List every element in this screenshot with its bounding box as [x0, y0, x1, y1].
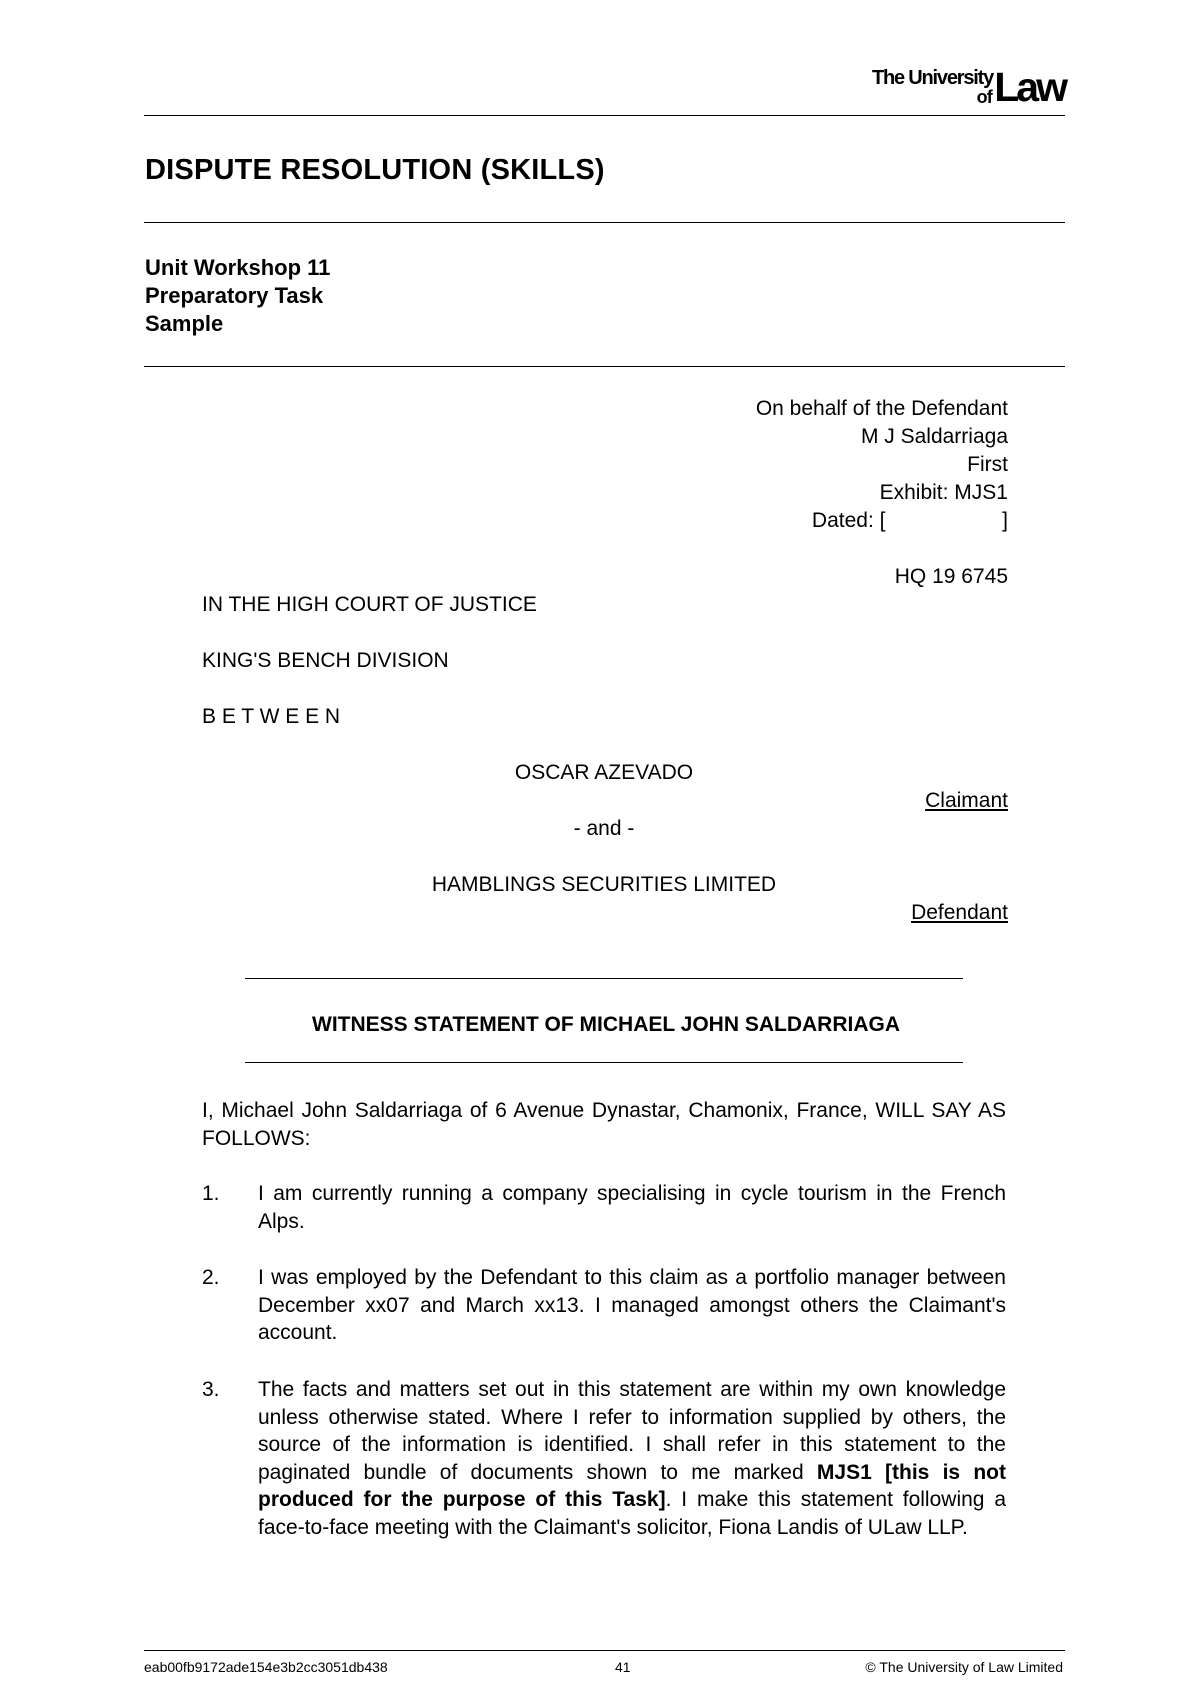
- logo-line-1: The University: [871, 67, 993, 89]
- between-label: B E T W E E N: [202, 705, 341, 728]
- court-division: KING'S BENCH DIVISION: [202, 649, 449, 672]
- meta-exhibit: Exhibit: MJS1: [879, 481, 1008, 504]
- university-logo: [845, 64, 1065, 110]
- footer-copyright: © The University of Law Limited: [865, 1659, 1063, 1675]
- footer-rule: [144, 1650, 1065, 1651]
- meta-dated: Dated: [ ]: [811, 509, 1008, 532]
- defendant-label: Defendant: [911, 901, 1008, 924]
- statement-intro: I, Michael John Saldarriaga of 6 Avenue Dynastar, Chamonix, France, WILL SAY AS FOLLOWS:: [202, 1099, 1006, 1150]
- claimant-name: OSCAR AZEVADO: [514, 761, 694, 784]
- logo-line-2: of: [976, 87, 992, 107]
- item-number: 2.: [202, 1266, 220, 1289]
- item-number: 1.: [202, 1182, 220, 1205]
- claimant-label: Claimant: [925, 789, 1008, 812]
- item-text: I am currently running a company specialising in cycle tourism in the French Alps.: [258, 1182, 1006, 1233]
- claim-number: HQ 19 6745: [894, 565, 1008, 588]
- court-name: IN THE HIGH COURT OF JUSTICE: [202, 593, 537, 616]
- item-text-part-b: . I make this statement following a face-to-face meeting with the Claimant's solicitor, Fiona Landis of ULaw LLP.: [258, 1488, 1007, 1539]
- page-title: DISPUTE RESOLUTION (SKILLS): [145, 154, 605, 186]
- footer-document-code: eab00fb9172ade154e3b2cc3051db438: [144, 1659, 388, 1675]
- header-rule-top: [144, 115, 1065, 116]
- statement-heading: WITNESS STATEMENT OF MICHAEL JOHN SALDARRIAGA: [312, 1013, 900, 1036]
- item-text: I was employed by the Defendant to this claim as a portfolio manager between December xx07 and March xx13. I managed amongst others the Claimant's account.: [258, 1266, 1006, 1344]
- item-text-part-a: The facts and matters set out in this statement are within my own knowledge unless otherwise stated. Where I refer to information supplied by others, the source of the information is identified. I shall refer in this statement to the paginated bundle of documents shown to me marked: [258, 1378, 1006, 1484]
- item-number: 3.: [202, 1378, 220, 1401]
- task-label: Preparatory Task: [145, 283, 324, 308]
- header-rule-bottom: [144, 366, 1065, 367]
- meta-statement-number: First: [967, 453, 1008, 476]
- sample-label: Sample: [145, 311, 224, 336]
- footer-page-number: 41: [615, 1659, 631, 1675]
- header-rule-middle: [144, 222, 1065, 223]
- unit-label: Unit Workshop 11: [145, 255, 331, 280]
- meta-witness-name: M J Saldarriaga: [860, 425, 1008, 448]
- item-text: [258, 1376, 1006, 1541]
- logo-line-3: Law: [994, 64, 1065, 110]
- exhibit-reference: MJS1 [this is not produced for the purpose of this Task]: [258, 1460, 1006, 1511]
- meta-on-behalf: On behalf of the Defendant: [755, 397, 1008, 420]
- and-separator: - and -: [573, 817, 635, 840]
- heading-rule-top: [245, 978, 963, 979]
- heading-rule-bottom: [245, 1062, 963, 1063]
- defendant-name: HAMBLINGS SECURITIES LIMITED: [431, 873, 777, 896]
